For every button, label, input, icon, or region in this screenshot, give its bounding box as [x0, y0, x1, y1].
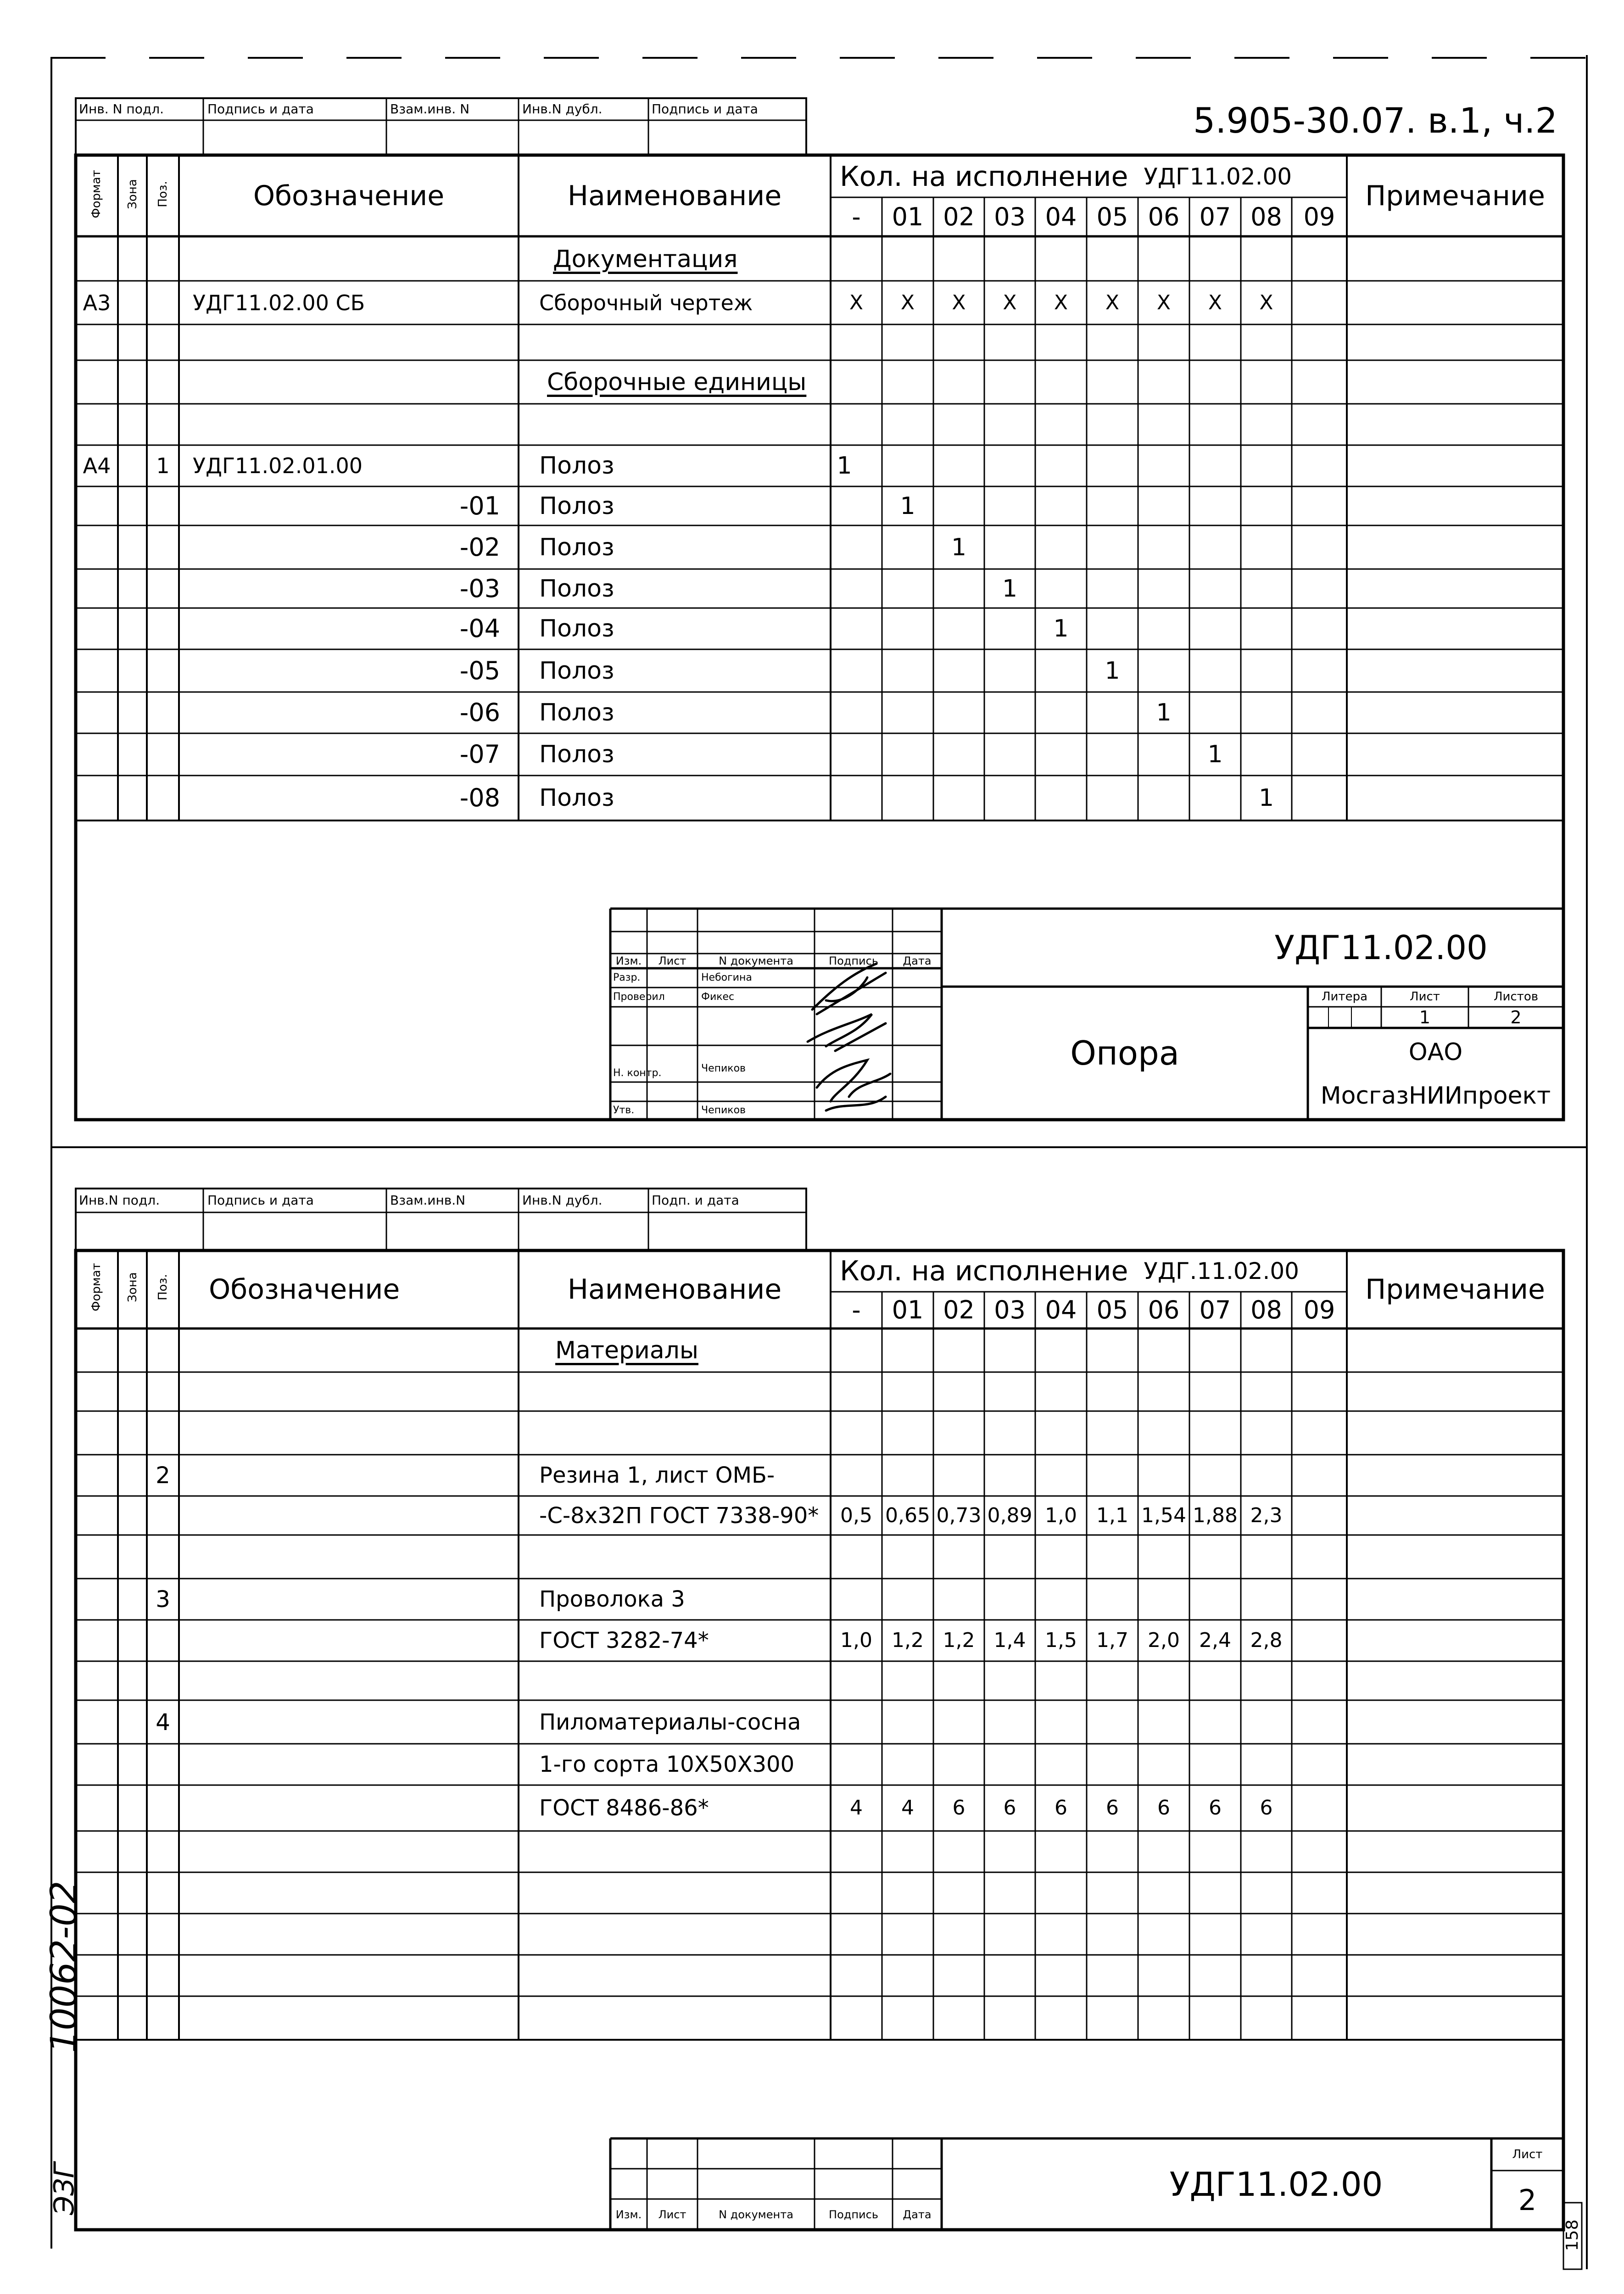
part-variant-qty-4: 1	[1105, 657, 1120, 685]
tb2-data: Дата	[903, 2208, 932, 2221]
tb2-ndoc: N документа	[719, 2208, 793, 2221]
doc-row-format: А3	[83, 290, 111, 315]
stamp-podpis-data: Подпись и дата	[207, 101, 314, 117]
doc-mark-6: X	[1156, 290, 1171, 314]
col-kol-header	[840, 158, 1292, 195]
tb1-izm: Изм.	[615, 954, 642, 967]
mat-qty-1-3: 1,4	[993, 1629, 1026, 1652]
tb1-n-kontr-name: Чепиков	[701, 1063, 746, 1074]
col-naimenovanie-header: Наименование	[567, 179, 782, 212]
title-code-1: УДГ11.02.00	[1274, 928, 1488, 967]
doc-row-oboznachenie: УДГ11.02.00 СБ	[193, 290, 365, 315]
mat-qty-0-2: 0,73	[936, 1503, 982, 1527]
doc-mark-5: X	[1105, 290, 1120, 314]
part-variant-name-5: Полоз	[539, 699, 614, 726]
page-number: 158	[1563, 2219, 1582, 2251]
part-row-format: А4	[83, 453, 111, 478]
mat-line-1-1: ГОСТ 3282-74*	[539, 1628, 709, 1653]
col-oboznachenie-header: Обозначение	[253, 179, 445, 212]
doc-row-name: Сборочный чертеж	[539, 290, 753, 315]
variant-header-9: 09	[1303, 202, 1335, 231]
variant-header-6: 06	[1148, 202, 1180, 231]
variant-header-3: 03	[994, 202, 1026, 231]
mat-qty-2-3: 6	[1003, 1796, 1016, 1820]
stamp2-vzam-inv: Взам.инв.N	[390, 1193, 466, 1208]
tb2-list: Лист	[658, 2208, 686, 2221]
stamp-inv-dubl: Инв.N дубл.	[522, 101, 603, 117]
title-name: Опора	[1070, 1034, 1179, 1072]
section-assembly-units: Сборочные единицы	[547, 368, 807, 396]
tb1-razrab: Разр.	[613, 972, 641, 983]
mat-qty-2-2: 6	[952, 1796, 965, 1820]
mat-qty-1-4: 1,5	[1045, 1629, 1077, 1652]
mat-qty-1-6: 2,0	[1148, 1629, 1180, 1652]
mat-qty-1-7: 2,4	[1199, 1629, 1231, 1652]
section-documentation: Документация	[553, 246, 738, 273]
mat-qty-0-7: 1,88	[1193, 1503, 1238, 1527]
part-variant-name-0: Полоз	[539, 492, 614, 520]
part-variant-name-2: Полоз	[539, 575, 614, 603]
mat-line-0-0: Резина 1, лист ОМБ-	[539, 1462, 775, 1488]
mat-qty-0-6: 1,54	[1141, 1503, 1186, 1527]
stamp2-podpis-data-2: Подп. и дата	[652, 1193, 739, 1208]
variant-header-6: 06	[1148, 1295, 1180, 1324]
part-variant-suffix-3: -04	[459, 614, 500, 643]
part-variant-name-3: Полоз	[539, 615, 614, 642]
mat-qty-0-4: 1,0	[1045, 1503, 1077, 1527]
stamp2-inv-podl: Инв.N подл.	[79, 1193, 160, 1208]
part-variant-qty-0: 1	[900, 492, 915, 520]
part-row-qty: 1	[837, 452, 852, 480]
title-listov-label: Листов	[1493, 990, 1539, 1004]
doc-mark-8: X	[1259, 290, 1273, 314]
col2-naimenovanie-header: Наименование	[567, 1273, 782, 1306]
stamp2-podpis-data: Подпись и дата	[207, 1193, 314, 1208]
col2-poz-header: Поз.	[156, 1274, 170, 1300]
mat-qty-2-6: 6	[1157, 1796, 1170, 1820]
stamp2-inv-dubl: Инв.N дубл.	[522, 1193, 603, 1208]
part-variant-suffix-0: -01	[459, 491, 500, 520]
variant-header-5: 05	[1096, 1295, 1128, 1324]
doc-mark-2: X	[952, 290, 966, 314]
tb1-data: Дата	[903, 954, 932, 967]
mat-qty-0-1: 0,65	[885, 1503, 930, 1527]
kol-code: УДГ11.02.00	[1144, 163, 1292, 190]
tb1-razrab-name: Небогина	[701, 972, 752, 983]
part-variant-name-6: Полоз	[539, 741, 614, 768]
mat-line-1-0: Проволока 3	[539, 1586, 685, 1612]
mat-line-2-2: ГОСТ 8486-86*	[539, 1795, 709, 1821]
signature-scribbles	[798, 945, 918, 1124]
title2-list-no: 2	[1518, 2183, 1537, 2217]
tb1-utv: Утв.	[613, 1105, 635, 1116]
part-variant-suffix-1: -02	[459, 532, 500, 562]
tb1-ndoc: N документа	[719, 954, 793, 967]
part-row-oboznachenie: УДГ11.02.01.00	[193, 453, 363, 478]
mat-qty-2-0: 4	[850, 1796, 863, 1820]
tb1-podpis: Подпись	[829, 954, 878, 967]
col-primechanie-header: Примечание	[1365, 179, 1545, 212]
mat-qty-0-5: 1,1	[1096, 1503, 1128, 1527]
mat-qty-0-0: 0,5	[840, 1503, 872, 1527]
part-variant-qty-3: 1	[1053, 615, 1069, 642]
title-list-label: Лист	[1410, 990, 1440, 1004]
mat-qty-2-4: 6	[1055, 1796, 1067, 1820]
part-row-name: Полоз	[539, 452, 614, 480]
title-litera: Литера	[1321, 990, 1368, 1004]
mat-qty-1-0: 1,0	[840, 1629, 872, 1652]
section-materials: Материалы	[555, 1336, 698, 1364]
mat-qty-2-1: 4	[901, 1796, 914, 1820]
variant-header-5: 05	[1096, 202, 1128, 231]
tb2-izm: Изм.	[615, 2208, 642, 2221]
kol2-code: УДГ.11.02.00	[1144, 1258, 1299, 1284]
part-variant-suffix-4: -05	[459, 656, 500, 685]
variant-header-3: 03	[994, 1295, 1026, 1324]
variant-header-4: 04	[1045, 1295, 1077, 1324]
mat-line-2-1: 1-го сорта 10Х50Х300	[539, 1752, 795, 1777]
kol2-label: Кол. на исполнение	[840, 1255, 1128, 1287]
part-variant-name-4: Полоз	[539, 657, 614, 685]
part-variant-qty-5: 1	[1156, 699, 1172, 726]
tb2-podpis: Подпись	[829, 2208, 878, 2221]
tb1-prover-name: Фикес	[701, 991, 735, 1003]
part-variant-name-1: Полоз	[539, 533, 614, 561]
part-variant-qty-2: 1	[1002, 575, 1018, 603]
variant-header-2: 02	[943, 1295, 975, 1324]
variant-header-4: 04	[1045, 202, 1077, 231]
title-org-line1: ОАО	[1408, 1038, 1463, 1066]
document-code: 5.905-30.07. в.1, ч.2	[1193, 100, 1557, 141]
kol-label: Кол. на исполнение	[840, 161, 1128, 193]
margin-handwritten-mark: ЭЗГ	[48, 2163, 80, 2215]
part-variant-suffix-2: -03	[459, 574, 500, 603]
mat-qty-1-2: 1,2	[943, 1629, 975, 1652]
variant-header-8: 08	[1250, 1295, 1282, 1324]
stamp-podpis-data-2: Подпись и дата	[652, 101, 758, 117]
mat-line-2-0: Пиломатериалы-сосна	[539, 1709, 801, 1735]
mat-line-0-1: -С-8х32П ГОСТ 7338-90*	[539, 1502, 819, 1529]
doc-mark-4: X	[1054, 290, 1068, 314]
tb1-prover: Проверил	[613, 991, 665, 1003]
mat-poz-1: 3	[156, 1586, 170, 1613]
variant-header-0: -	[852, 202, 861, 231]
margin-handwritten-number: 10062-02	[44, 1881, 85, 2053]
col2-format-header: Формат	[89, 1263, 103, 1312]
stamp-inv-podl: Инв. N подл.	[79, 101, 164, 117]
part-variant-qty-6: 1	[1207, 741, 1223, 768]
title2-list-label: Лист	[1512, 2148, 1543, 2161]
part-variant-qty-1: 1	[951, 533, 967, 561]
col2-kol-header	[840, 1253, 1299, 1289]
col-format-header: Формат	[89, 170, 103, 218]
mat-qty-2-7: 6	[1209, 1796, 1222, 1820]
col2-oboznachenie-header: Обозначение	[209, 1273, 400, 1306]
mat-qty-0-8: 2,3	[1250, 1503, 1283, 1527]
part-variant-suffix-7: -08	[459, 783, 500, 812]
part-row-poz: 1	[156, 453, 170, 478]
variant-header-1: 01	[892, 1295, 924, 1324]
col-zona-header: Зона	[126, 179, 140, 209]
mat-qty-1-1: 1,2	[892, 1629, 924, 1652]
mat-poz-2: 4	[156, 1708, 170, 1736]
tb1-list: Лист	[658, 954, 686, 967]
col-poz-header: Поз.	[156, 181, 170, 207]
doc-mark-0: X	[849, 290, 864, 314]
stamp-vzam-inv: Взам.инв. N	[390, 101, 470, 117]
doc-mark-1: X	[900, 290, 915, 314]
doc-mark-3: X	[1003, 290, 1017, 314]
mat-qty-2-8: 6	[1260, 1796, 1273, 1820]
mat-qty-0-3: 0,89	[987, 1503, 1032, 1527]
doc-mark-7: X	[1208, 290, 1222, 314]
title-code-2: УДГ11.02.00	[1169, 2165, 1383, 2204]
title-listov-no: 2	[1510, 1007, 1522, 1027]
mat-qty-2-5: 6	[1106, 1796, 1119, 1820]
col2-primechanie-header: Примечание	[1365, 1273, 1545, 1306]
mat-qty-1-5: 1,7	[1096, 1629, 1128, 1652]
tb1-utv-name: Чепиков	[701, 1105, 746, 1116]
variant-header-2: 02	[943, 202, 975, 231]
part-variant-name-7: Полоз	[539, 784, 614, 812]
variant-header-1: 01	[892, 202, 924, 231]
mat-qty-1-8: 2,8	[1250, 1629, 1283, 1652]
variant-header-0: -	[852, 1295, 861, 1324]
tb1-n-kontr: Н. контр.	[613, 1067, 662, 1079]
variant-header-8: 08	[1250, 202, 1282, 231]
variant-header-7: 07	[1199, 1295, 1231, 1324]
part-variant-suffix-6: -07	[459, 740, 500, 769]
mat-poz-0: 2	[156, 1462, 170, 1489]
part-variant-qty-7: 1	[1258, 784, 1274, 812]
title-list-no: 1	[1419, 1007, 1431, 1027]
part-variant-suffix-5: -06	[459, 698, 500, 727]
variant-header-9: 09	[1303, 1295, 1335, 1324]
title-org-line2: МосгазНИИпроект	[1320, 1082, 1551, 1110]
col2-zona-header: Зона	[126, 1272, 140, 1302]
variant-header-7: 07	[1199, 202, 1231, 231]
